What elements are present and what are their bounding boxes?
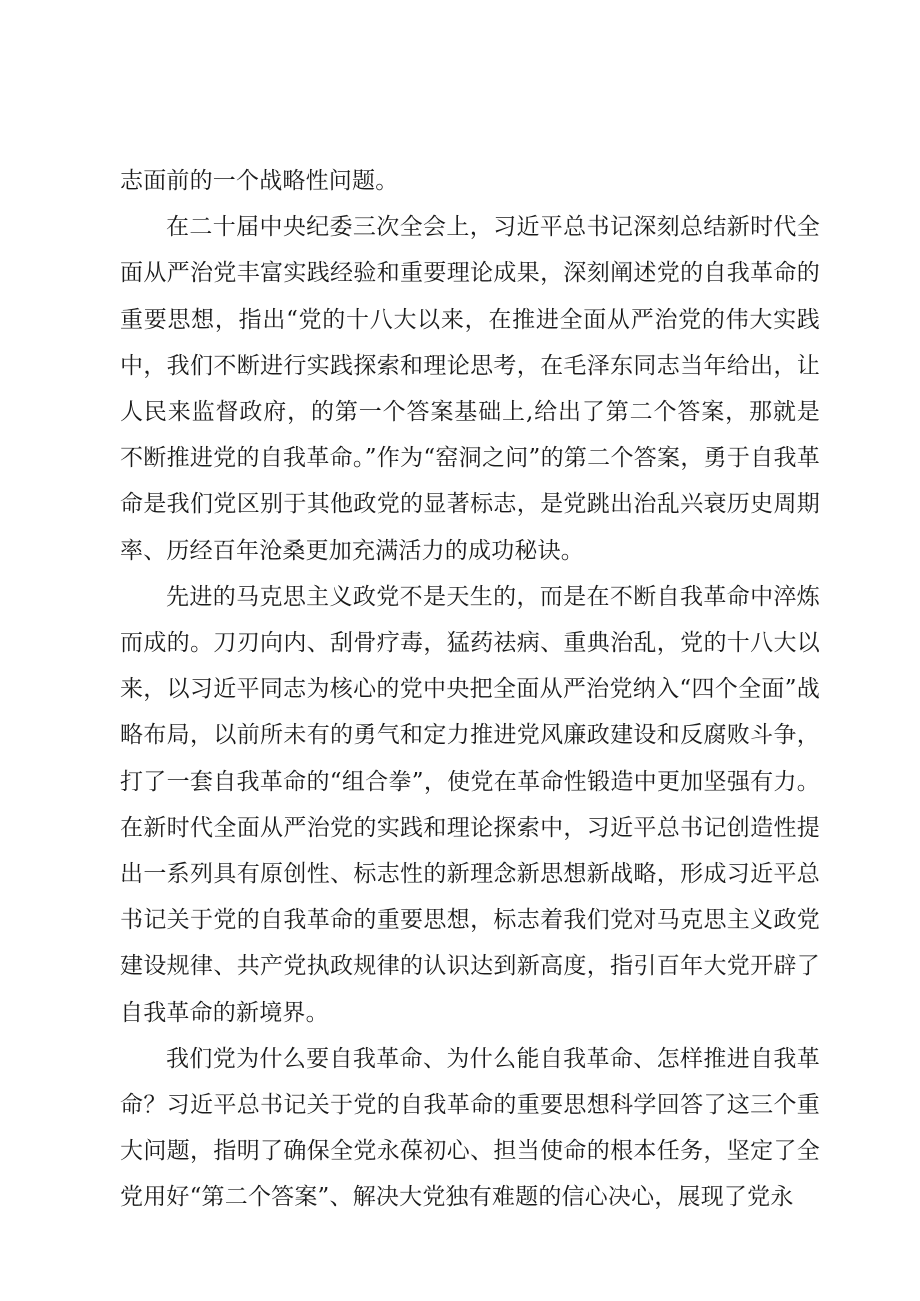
paragraph-second-answer: 在二十届中央纪委三次全会上，习近平总书记深刻总结新时代全面从严治党丰富实践经验和重要理论成果，深刻阐述党的自我革命的重要思想，指出“党的十八大以来，在推进全面从严治党的伟大实践中，我们不断进行实践探索和理论思考，在毛泽东同志当年给出，让人民来监督政府，的第一个答案基础上,给出了第二个答案，那就是不断推进党的自我革命。”作为“窑洞之问”的第二个答案，勇于自我革命是我们党区别于其他政党的显著标志，是党跳出治乱兴衰历史周期率、历经百年沧桑更加充满活力的成功秘诀。: [120, 214, 820, 564]
document-body: [120, 158, 820, 1221]
paragraph-three-questions: 我们党为什么要自我革命、为什么能自我革命、怎样推进自我革命？习近平总书记关于党的自我革命的重要思想科学回答了这三个重大问题，指明了确保全党永葆初心、担当使命的根本任务，坚定了全党用好“第二个答案”、解决大党独有难题的信心决心，展现了党永: [120, 1045, 820, 1211]
paragraph-continuation: 志面前的一个战略性问题。: [120, 168, 399, 194]
paragraph-marxist-party: 先进的马克思主义政党不是天生的，而是在不断自我革命中淬炼而成的。刀刃向内、刮骨疗毒，猛药祛病、重典治乱，党的十八大以来，以习近平同志为核心的党中央把全面从严治党纳入“四个全面”战略布局，以前所未有的勇气和定力推进党风廉政建设和反腐败斗争，打了一套自我革命的“组合拳”，使党在革命性锻造中更加坚强有力。在新时代全面从严治党的实践和理论探索中，习近平总书记创造性提出一系列具有原创性、标志性的新理念新思想新战略，形成习近平总书记关于党的自我革命的重要思想，标志着我们党对马克思主义政党建设规律、共产党执政规律的认识达到新高度，指引百年大党开辟了自我革命的新境界。: [120, 583, 820, 1026]
